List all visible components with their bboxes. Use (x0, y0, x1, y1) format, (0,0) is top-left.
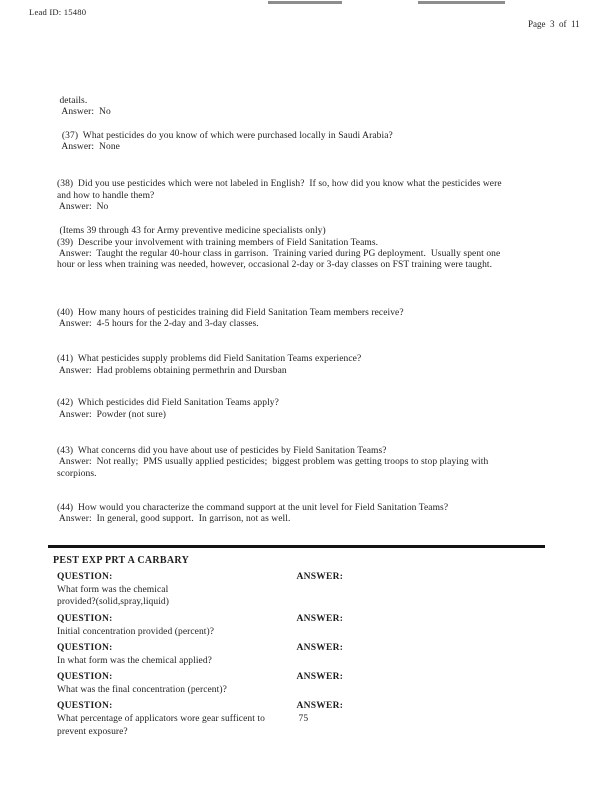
text-line: Answer: Not really; PMS usually applied pesticides; biggest problem was getting troops to stop playing with (57, 457, 489, 468)
question-label: QUESTION: (57, 572, 113, 582)
text-line: Answer: 4-5 hours for the 2-day and 3-day classes. (57, 319, 259, 330)
text-line: (40) How many hours of pesticides training did Field Sanitation Team members receive? (57, 307, 404, 318)
answer-column (297, 698, 545, 738)
qa-body (57, 96, 567, 526)
redaction-bar (418, 1, 505, 4)
qa-block (57, 179, 567, 213)
question-column (57, 611, 297, 638)
question-text: In what form was the chemical applied? (57, 655, 212, 666)
question-column (57, 640, 297, 667)
question-text: prevent exposure? (57, 726, 128, 737)
answer-label: ANSWER: (296, 701, 344, 712)
qa-block (57, 398, 567, 421)
answer-label: ANSWER: (296, 642, 344, 653)
redaction-bar (268, 1, 342, 4)
answer-column (297, 611, 545, 638)
text-line: (44) How would you characterize the command support at the unit level for Field Sanitation Teams? (57, 502, 449, 513)
section-qa-row (57, 640, 545, 667)
question-column (57, 669, 297, 696)
answer-column (297, 640, 545, 667)
qa-block (57, 226, 567, 271)
text-line: (39) Describe your involvement with training members of Field Sanitation Teams. (57, 237, 379, 248)
question-column (57, 698, 297, 738)
text-line: Answer: Powder (not sure) (57, 409, 167, 420)
text-line: Answer: No (57, 202, 109, 213)
section-qa-row (57, 669, 545, 696)
section-qa-row (57, 611, 545, 638)
qa-block (57, 308, 567, 331)
text-line: Answer: Taught the regular 40-hour class in garrison. Training varied during PG deployment. Usually spent one (57, 249, 501, 260)
text-line: (Items 39 through 43 for Army preventive medicine specialists only) (57, 226, 326, 237)
text-line: (37) What pesticides do you know of which were purchased locally in Saudi Arabia? (57, 130, 393, 141)
question-label: QUESTION: (57, 613, 113, 624)
answer-value: 75 (298, 714, 309, 725)
text-line: (41) What pesticides supply problems did Field Sanitation Teams experience? (57, 354, 362, 365)
question-text: What percentage of applicators wore gear sufficent to (57, 714, 265, 725)
section-divider (48, 545, 545, 548)
text-line: Answer: None (57, 142, 120, 153)
text-line: details. (57, 96, 88, 106)
question-text: Initial concentration provided (percent)? (57, 626, 215, 637)
question-label: QUESTION: (57, 672, 113, 683)
section-title: PEST EXP PRT A CARBARY (53, 555, 190, 566)
question-label: QUESTION: (57, 701, 113, 712)
pest-exp-section (48, 545, 545, 740)
page-number: Page 3 of 11 (528, 19, 580, 29)
qa-block (57, 354, 567, 377)
question-column (57, 569, 297, 609)
section-qa-row (57, 698, 545, 738)
section-qa-row (57, 569, 545, 609)
answer-label: ANSWER: (296, 613, 344, 624)
text-line: hour or less when training was needed, however, occasional 2-day or 3-day classes on FST training were taught. (57, 260, 493, 271)
text-line: Answer: No (57, 107, 111, 118)
text-line: and how to handle them? (57, 190, 155, 201)
section-rows (48, 569, 545, 738)
text-line: Answer: Had problems obtaining permethrin and Dursban (57, 365, 287, 376)
question-text: What form was the chemical (57, 585, 169, 595)
qa-block (57, 446, 567, 480)
answer-label: ANSWER: (296, 572, 344, 582)
qa-block (57, 503, 567, 526)
text-line: Answer: In general, good support. In garrison, not as well. (57, 514, 291, 525)
question-label: QUESTION: (57, 642, 113, 653)
question-text: provided?(solid,spray,liquid) (57, 597, 169, 608)
text-line: (42) Which pesticides did Field Sanitation Teams apply? (57, 398, 279, 409)
qa-block (57, 131, 567, 154)
answer-column (297, 669, 545, 696)
text-line: (43) What concerns did you have about use of pesticides by Field Sanitation Teams? (57, 445, 387, 456)
answer-label: ANSWER: (296, 672, 344, 683)
text-line: scorpions. (57, 468, 97, 479)
lead-id-label: Lead ID: 15480 (29, 7, 87, 17)
question-text: What was the final concentration (percent)? (57, 685, 227, 696)
qa-block (57, 96, 567, 119)
answer-column (297, 569, 545, 609)
text-line: (38) Did you use pesticides which were not labeled in English? If so, how did you know what the pesticides were (57, 179, 502, 190)
